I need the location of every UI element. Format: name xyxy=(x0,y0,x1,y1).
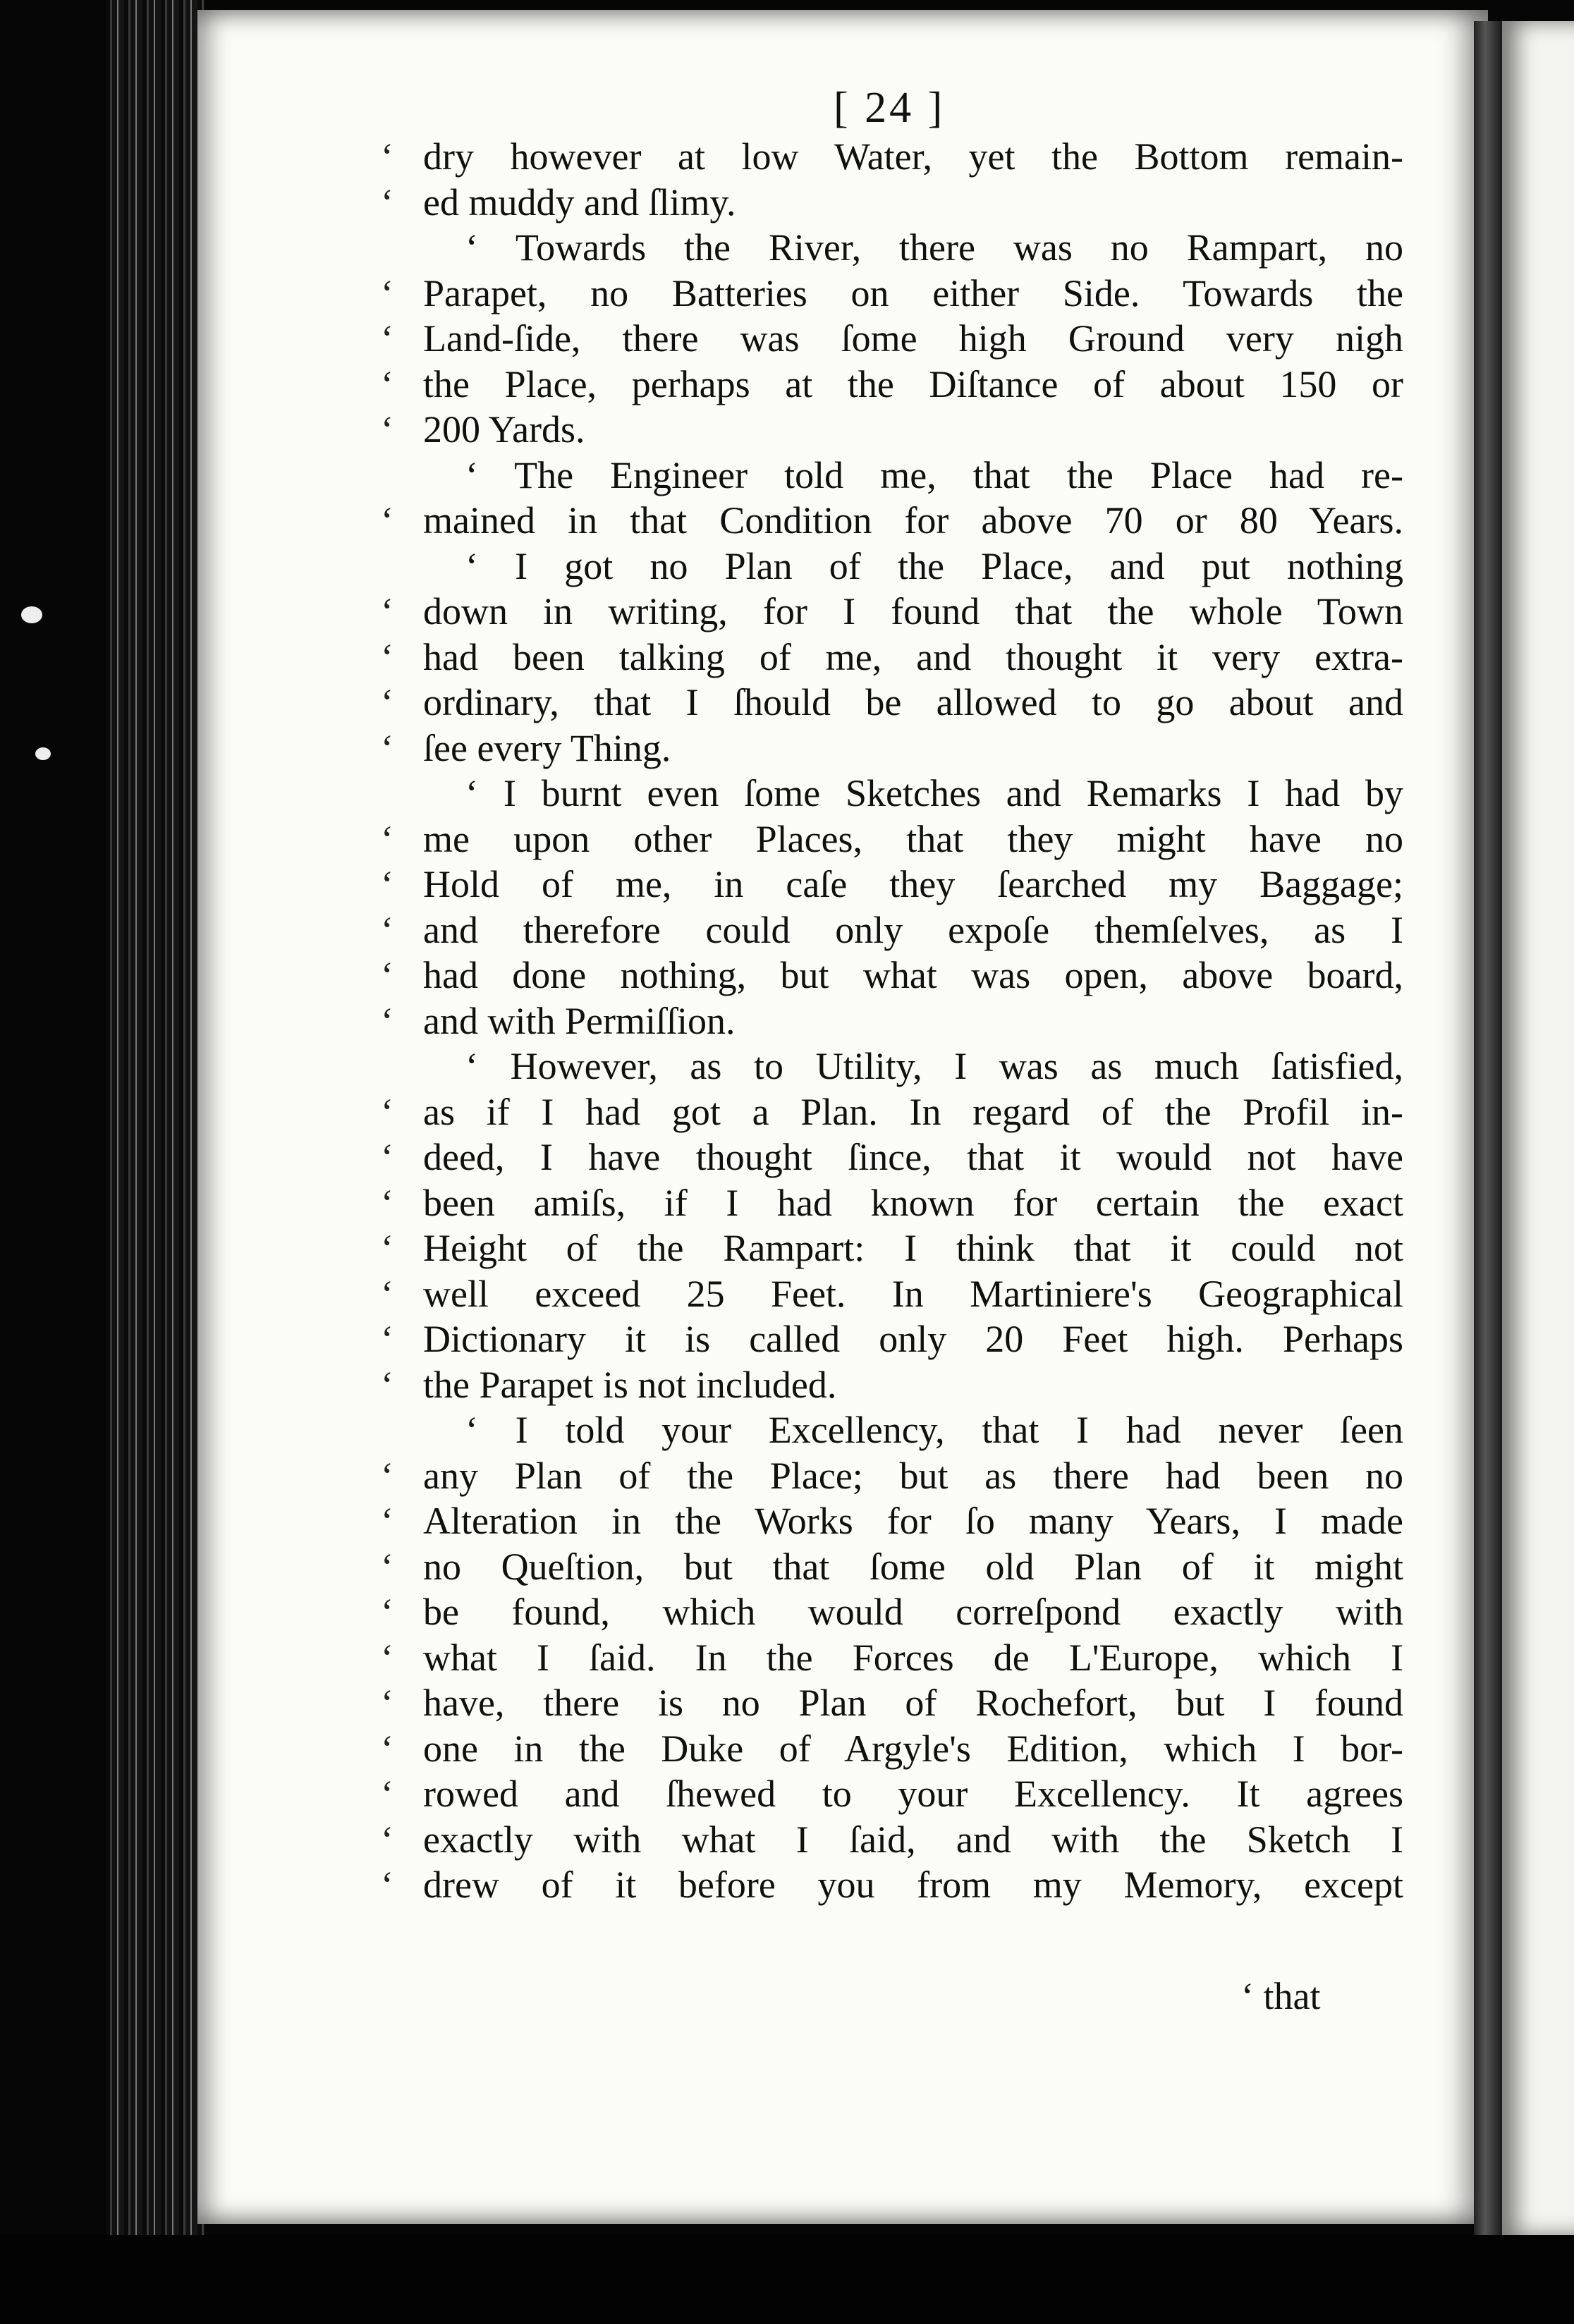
line-text: what I ſaid. In the Forces de L'Europe, which I xyxy=(423,1636,1403,1679)
line-text: mained in that Condition for above 70 or 80 Years. xyxy=(423,499,1403,542)
quote-mark: ‘ xyxy=(381,1682,394,1724)
text-line xyxy=(381,680,1403,726)
text-line xyxy=(381,1726,1403,1772)
text-line xyxy=(381,998,1403,1044)
text-line xyxy=(381,1316,1403,1362)
line-text: ‘ I got no Plan of the Place, and put nothing xyxy=(465,544,1403,587)
text-line xyxy=(381,1680,1403,1726)
line-text: had been talking of me, and thought it very extra- xyxy=(423,635,1403,678)
text-line xyxy=(381,316,1403,362)
quote-mark: ‘ xyxy=(381,1818,394,1861)
quote-mark: ‘ xyxy=(381,1454,394,1497)
catchword: ‘ that xyxy=(1241,1975,1321,2017)
text-line xyxy=(423,453,1403,499)
text-line xyxy=(381,498,1403,544)
quote-mark: ‘ xyxy=(381,1181,394,1224)
text-line xyxy=(381,1180,1403,1226)
line-text: be found, which would correſpond exactly with xyxy=(423,1591,1403,1633)
quote-mark: ‘ xyxy=(381,317,394,360)
line-text: Parapet, no Batteries on either Side. Towards the xyxy=(423,271,1403,314)
text-line xyxy=(381,635,1403,680)
line-text: exactly with what I ſaid, and with the Sketch I xyxy=(423,1818,1403,1861)
line-text: down in writing, for I found that the whole Town xyxy=(423,590,1403,632)
text-line xyxy=(381,180,1403,226)
line-text: ‘ However, as to Utility, I was as much ſatisfied, xyxy=(465,1045,1403,1087)
line-text: and with Permiſſion. xyxy=(423,999,736,1042)
quote-mark: ‘ xyxy=(381,817,394,860)
text-line xyxy=(381,1362,1403,1408)
text-line xyxy=(381,1862,1403,1908)
line-text: ‘ I told your Excellency, that I had never ſeen xyxy=(465,1409,1403,1451)
line-text: have, there is no Plan of Rochefort, but I found xyxy=(423,1682,1403,1724)
line-text: the Parapet is not included. xyxy=(423,1363,837,1406)
line-text: dry however at low Water, yet the Bottom remain- xyxy=(423,135,1403,178)
quote-mark: ‘ xyxy=(381,1227,394,1269)
scan-bottom-border xyxy=(0,2235,1574,2324)
scan-speck xyxy=(21,606,42,623)
line-text: Land-ſide, there was ſome high Ground very nigh xyxy=(423,317,1403,360)
quote-mark: ‘ xyxy=(381,635,394,678)
text-line xyxy=(381,1635,1403,1681)
quote-mark: ‘ xyxy=(381,1864,394,1906)
line-text: ‘ The Engineer told me, that the Place had re- xyxy=(465,453,1403,496)
line-text: ed muddy and ſlimy. xyxy=(423,181,736,224)
text-line xyxy=(423,771,1403,817)
book-spine xyxy=(106,0,205,2235)
line-text: Dictionary it is called only 20 Feet high. Perhaps xyxy=(423,1318,1403,1360)
text-line xyxy=(381,1225,1403,1271)
text-line xyxy=(381,1544,1403,1590)
quote-mark: ‘ xyxy=(381,1500,394,1542)
line-text: as if I had got a Plan. In regard of the Profil in- xyxy=(423,1090,1403,1133)
quote-mark: ‘ xyxy=(381,590,394,632)
text-line xyxy=(381,1589,1403,1635)
quote-mark: ‘ xyxy=(381,863,394,905)
page-gutter-edge xyxy=(1474,21,1502,2242)
text-line xyxy=(381,407,1403,453)
text-line xyxy=(381,1089,1403,1135)
text-line xyxy=(381,1498,1403,1544)
line-text: the Place, perhaps at the Diſtance of about 150 or xyxy=(423,362,1403,405)
quote-mark: ‘ xyxy=(381,726,394,769)
text-line xyxy=(381,1771,1403,1817)
text-line xyxy=(381,953,1403,998)
line-text: rowed and ſhewed to your Excellency. It agrees xyxy=(423,1773,1403,1815)
quote-mark: ‘ xyxy=(381,1773,394,1815)
line-text: 200 Yards. xyxy=(423,408,585,451)
text-line xyxy=(381,271,1403,317)
quote-mark: ‘ xyxy=(381,362,394,405)
line-text: deed, I have thought ſince, that it would not have xyxy=(423,1136,1403,1178)
text-line xyxy=(381,362,1403,408)
line-text: had done nothing, but what was open, above board, xyxy=(423,954,1403,996)
quote-mark: ‘ xyxy=(381,954,394,996)
page-number: [ 24 ] xyxy=(834,84,946,132)
line-text: and therefore could only expoſe themſelves, as I xyxy=(423,908,1403,951)
quote-mark: ‘ xyxy=(381,1545,394,1588)
quote-mark: ‘ xyxy=(381,1727,394,1770)
text-line xyxy=(381,1817,1403,1863)
line-text: me upon other Places, that they might have no xyxy=(423,817,1403,860)
line-text: Height of the Rampart: I think that it could not xyxy=(423,1227,1403,1269)
quote-mark: ‘ xyxy=(381,1318,394,1360)
line-text: Alteration in the Works for ſo many Years, I made xyxy=(423,1500,1403,1542)
quote-mark: ‘ xyxy=(381,681,394,723)
quote-mark: ‘ xyxy=(381,408,394,451)
text-line xyxy=(381,817,1403,862)
quote-mark: ‘ xyxy=(381,499,394,542)
facing-page-edge xyxy=(1502,21,1574,2235)
quote-mark: ‘ xyxy=(381,135,394,178)
scan-speck xyxy=(35,747,51,760)
line-text: well exceed 25 Feet. In Martiniere's Geographical xyxy=(423,1272,1403,1315)
line-text: been amiſs, if I had known for certain the exact xyxy=(423,1181,1403,1224)
quote-mark: ‘ xyxy=(381,1363,394,1406)
text-line xyxy=(381,862,1403,907)
line-text: Hold of me, in caſe they ſearched my Baggage; xyxy=(423,863,1403,905)
text-line xyxy=(423,1407,1403,1453)
quote-mark: ‘ xyxy=(381,1090,394,1133)
quote-mark: ‘ xyxy=(381,1591,394,1633)
body-text xyxy=(381,134,1403,1908)
quote-mark: ‘ xyxy=(381,1272,394,1315)
quote-mark: ‘ xyxy=(381,181,394,224)
text-line xyxy=(423,1044,1403,1089)
line-text: ‘ Towards the River, there was no Rampart, no xyxy=(465,226,1403,269)
text-line xyxy=(423,544,1403,589)
line-text: one in the Duke of Argyle's Edition, which I bor- xyxy=(423,1727,1403,1770)
text-line xyxy=(381,1135,1403,1180)
text-line xyxy=(381,726,1403,771)
line-text: no Queſtion, but that ſome old Plan of it might xyxy=(423,1545,1403,1588)
quote-mark: ‘ xyxy=(381,908,394,951)
text-line xyxy=(381,589,1403,635)
text-line xyxy=(423,225,1403,271)
line-text: ordinary, that I ſhould be allowed to go about and xyxy=(423,681,1403,723)
text-line xyxy=(381,134,1403,180)
text-line xyxy=(381,1453,1403,1499)
quote-mark: ‘ xyxy=(381,271,394,314)
text-line xyxy=(381,907,1403,953)
line-text: drew of it before you from my Memory, except xyxy=(423,1864,1403,1906)
line-text: ‘ I burnt even ſome Sketches and Remarks I had by xyxy=(465,772,1403,814)
quote-mark: ‘ xyxy=(381,1636,394,1679)
line-text: ſee every Thing. xyxy=(423,726,671,769)
quote-mark: ‘ xyxy=(381,1136,394,1178)
quote-mark: ‘ xyxy=(381,999,394,1042)
text-line xyxy=(381,1271,1403,1317)
line-text: any Plan of the Place; but as there had been no xyxy=(423,1454,1403,1497)
